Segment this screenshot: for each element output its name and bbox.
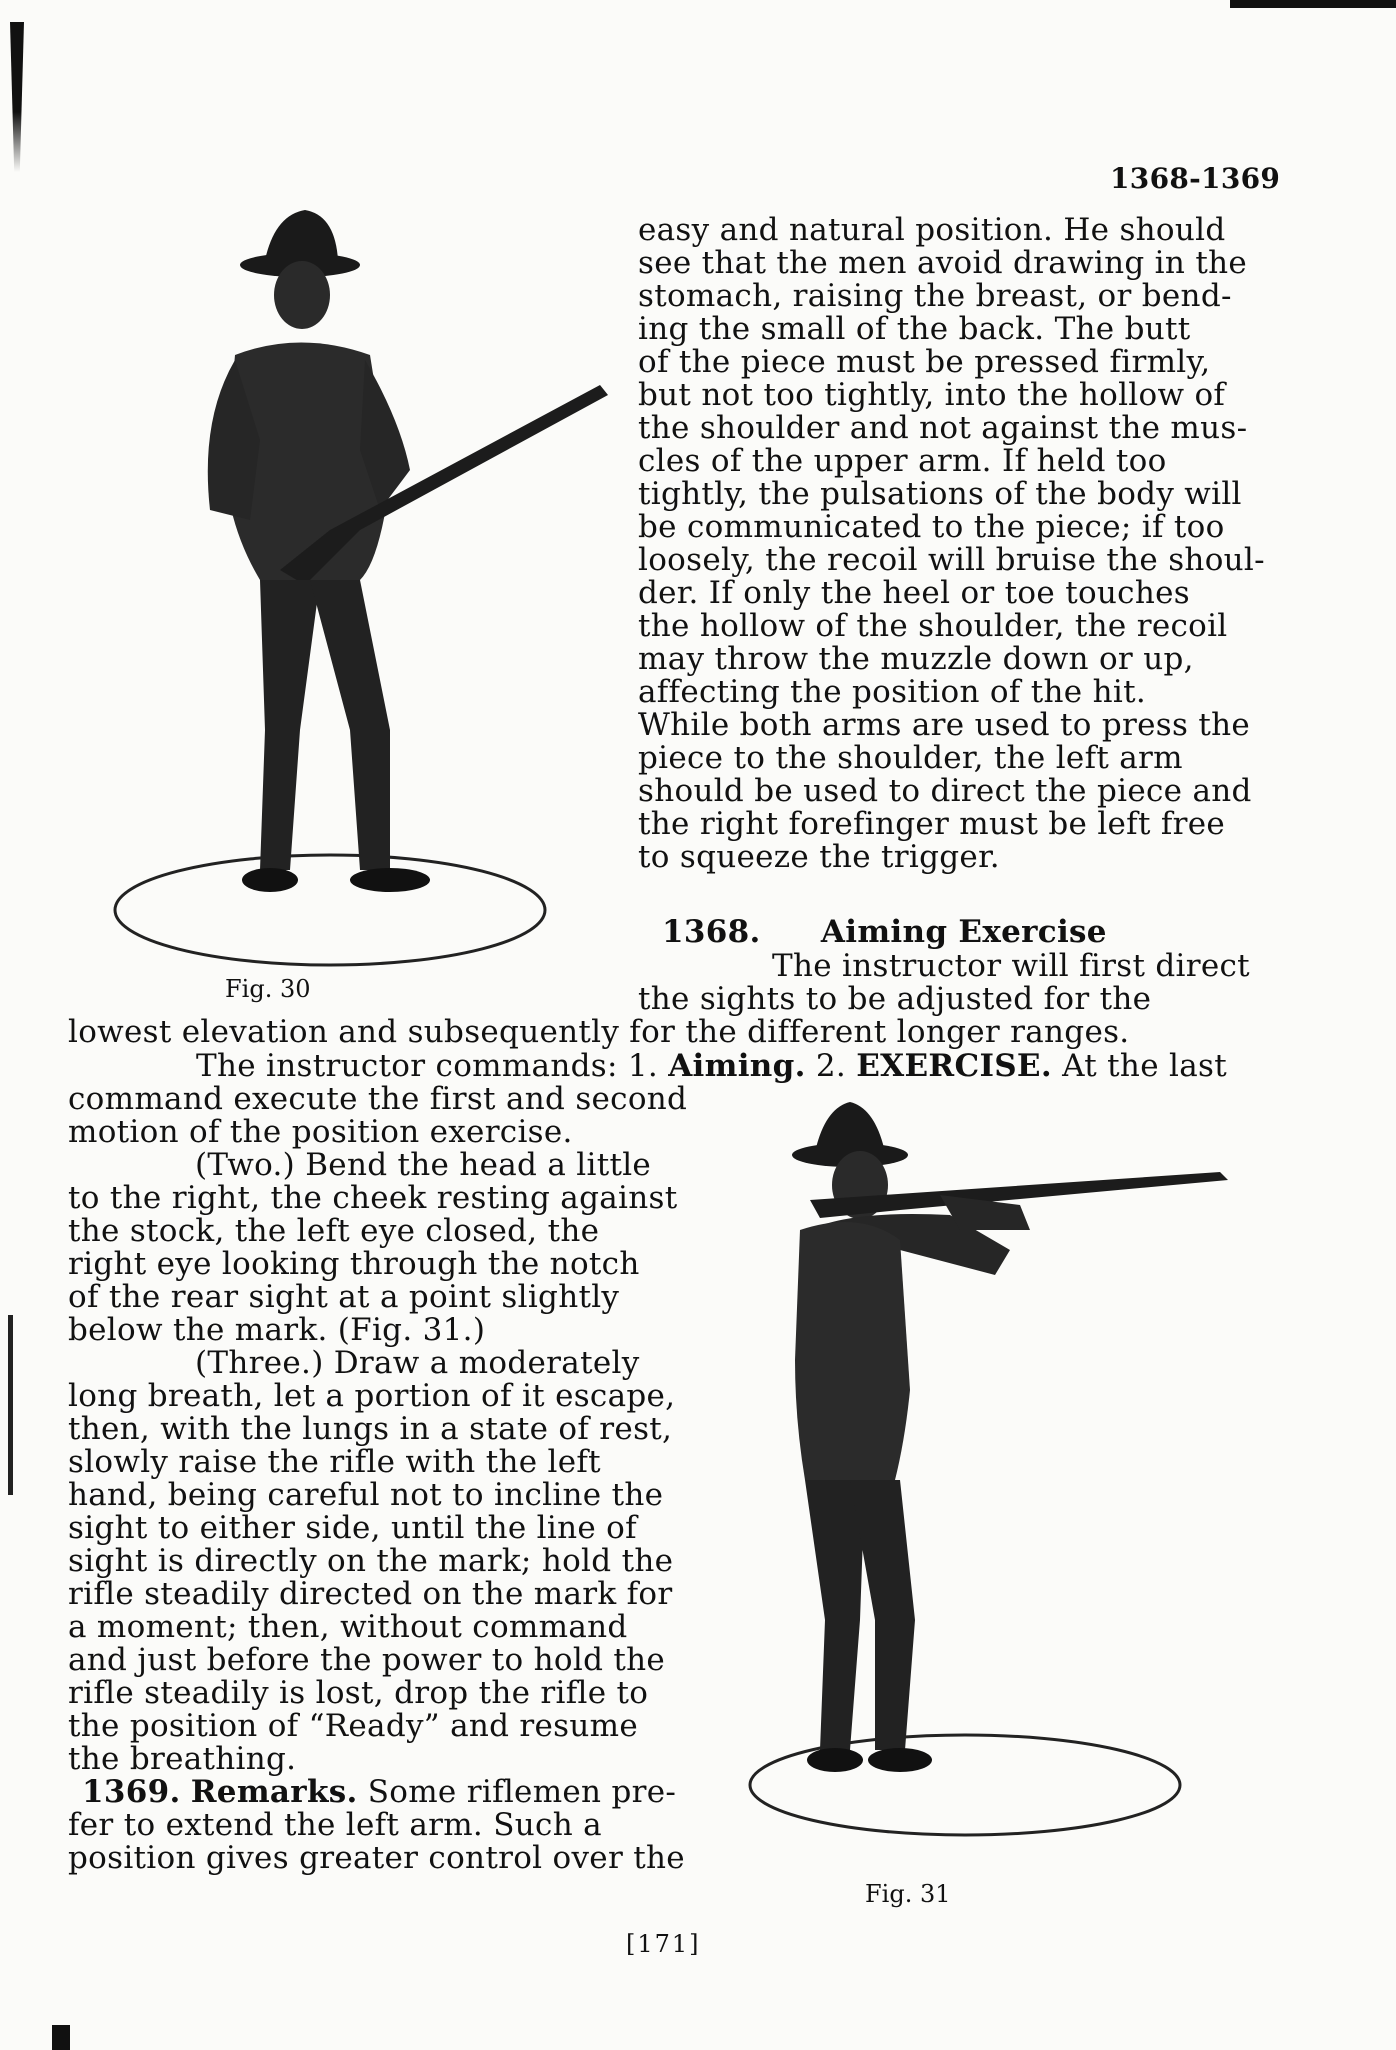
soldier-standing-ready-rifle-icon (115, 210, 608, 965)
text-line: loosely, the recoil will bruise the shoul- (638, 542, 1265, 578)
text-line: see that the men avoid drawing in the (638, 245, 1247, 281)
section-1368-line2: the sights to be adjusted for the (638, 981, 1152, 1017)
section-1368-line3: lowest elevation and subsequently for the different longer ranges. (68, 1014, 1130, 1050)
section-1368-heading (662, 916, 1107, 949)
text-line: (Three.) Draw a moderately (195, 1345, 640, 1381)
scan-edge-mark-left (10, 22, 24, 172)
text-line: stomach, raising the breast, or bend- (638, 278, 1232, 314)
text-line: the breathing. (68, 1741, 297, 1777)
text-line: sight to either side, until the line of (68, 1510, 637, 1546)
page-number: [171] (626, 1930, 701, 1958)
text-line: slowly raise the rifle with the left (68, 1444, 601, 1480)
text-line: should be used to direct the piece and (638, 773, 1252, 809)
text-line: (Two.) Bend the head a little (195, 1147, 652, 1183)
text-line: may throw the muzzle down or up, (638, 641, 1194, 677)
text-line: the right forefinger must be left free (638, 806, 1226, 842)
text-line: cles of the upper arm. If held too (638, 443, 1167, 479)
text-line: be communicated to the piece; if too (638, 509, 1225, 545)
text-line: rifle steadily directed on the mark for (68, 1576, 673, 1612)
text-line: command execute the first and second (68, 1081, 688, 1117)
text-line: of the piece must be pressed firmly, (638, 344, 1211, 380)
text-run: The instructor commands: 1. (196, 1048, 659, 1084)
text-line: sight is directly on the mark; hold the (68, 1543, 674, 1579)
text-run: At the last (1062, 1048, 1227, 1084)
fig31-caption: Fig. 31 (865, 1880, 951, 1908)
command-exercise: EXERCISE. (856, 1048, 1052, 1084)
text-line: right eye looking through the notch (68, 1246, 640, 1282)
command-aiming: Aiming. (668, 1048, 806, 1084)
text-line: to the right, the cheek resting against (68, 1180, 678, 1216)
section-title: Aiming Exercise (820, 914, 1107, 950)
text-line: to squeeze the trigger. (638, 839, 1000, 875)
text-line: the stock, the left eye closed, the (68, 1213, 600, 1249)
top-column (638, 212, 1265, 875)
text-line: der. If only the heel or toe touches (638, 575, 1190, 611)
text-line: motion of the position exercise. (68, 1114, 573, 1150)
section-number: 1368. (662, 914, 761, 950)
section-1369-line3: position gives greater control over the (68, 1840, 685, 1876)
section-1369-line1 (82, 1776, 688, 1809)
bottom-column (68, 1083, 688, 1875)
text-line: the position of “Ready” and resume (68, 1708, 639, 1744)
fig30-caption: Fig. 30 (225, 975, 311, 1003)
text-line: and just before the power to hold the (68, 1642, 666, 1678)
section-1368-line4 (196, 1050, 1227, 1083)
section-1368-line1: The instructor will first direct (772, 948, 1250, 984)
text-run: 2. (815, 1048, 847, 1084)
text-run: Some riflemen pre- (367, 1774, 677, 1810)
section-1369-line2: fer to extend the left arm. Such a (68, 1807, 602, 1843)
text-line: then, with the lungs in a state of rest, (68, 1411, 673, 1447)
scan-edge-mark-bottom-left (52, 2025, 70, 2050)
text-line: easy and natural position. He should (638, 212, 1226, 248)
text-line: a moment; then, without command (68, 1609, 628, 1645)
text-line: While both arms are used to press the (638, 707, 1251, 743)
soldier-aiming-rifle-icon (750, 1102, 1228, 1835)
section-title: Remarks. (190, 1774, 358, 1810)
text-line: of the rear sight at a point slightly (68, 1279, 620, 1315)
text-line: but not too tightly, into the hollow of (638, 377, 1226, 413)
fig30-illustration (60, 210, 620, 970)
text-line: rifle steadily is lost, drop the rifle to (68, 1675, 649, 1711)
scan-edge-mark-top-right (1230, 0, 1396, 8)
fig31-illustration (700, 1100, 1260, 1860)
page-range-header: 1368-1369 (1110, 162, 1281, 195)
text-line: below the mark. (Fig. 31.) (68, 1312, 486, 1348)
text-line: piece to the shoulder, the left arm (638, 740, 1183, 776)
text-line: tightly, the pulsations of the body will (638, 476, 1242, 512)
text-line: the shoulder and not against the mus- (638, 410, 1248, 446)
scan-edge-mark-left-lower (8, 1315, 13, 1495)
text-line: ing the small of the back. The butt (638, 311, 1191, 347)
text-line: affecting the position of the hit. (638, 674, 1146, 710)
section-number: 1369. (82, 1774, 181, 1810)
text-line: hand, being careful not to incline the (68, 1477, 664, 1513)
text-line: long breath, let a portion of it escape, (68, 1378, 676, 1414)
text-line: the hollow of the shoulder, the recoil (638, 608, 1228, 644)
